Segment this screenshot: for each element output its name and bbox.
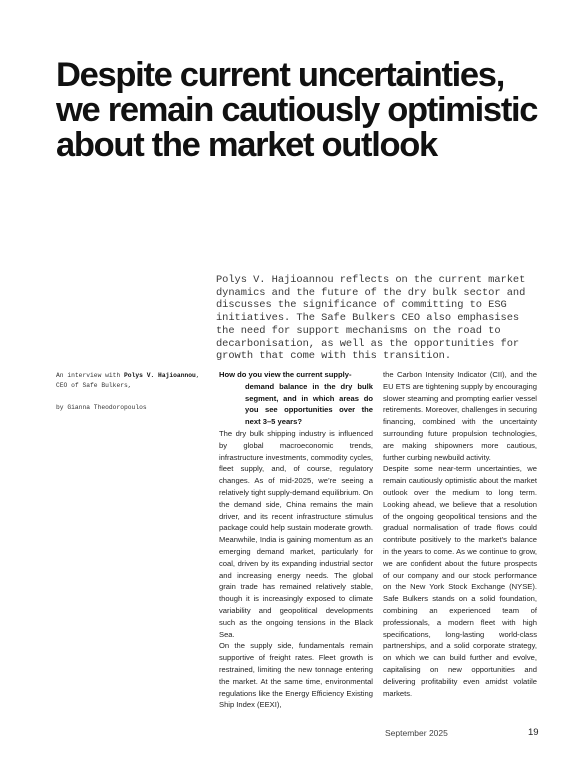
answer-paragraph-1: The dry bulk shipping industry is influenced by global macroeconomic trends, infrastructure investments, commodity cycles, fleet supply, and, of course, regulatory changes. As of mid-2025, we’re seeing a relatively tight supply-demand equilibrium. On the demand side, China remains the main driver, and its recent infrastructure stimulus package could help sustain moderate growth. Meanwhile, India is gaining momentum as an emerging demand market, particularly for coal, driven by its expanding industrial sector and increasing energy needs. The global grain trade has remained relatively stable, though it is increasingly exposed to climate variability and geopolitical developments such as the ongoing tensions in the Black Sea.: [219, 428, 373, 639]
question-rest: demand balance in the dry bulk segment, and in which areas do you see opportunities over the next 3–5 years?: [245, 381, 373, 427]
page-number: 19: [528, 727, 539, 738]
article-title: Despite current uncertainties, we remain cautiously optimistic about the market outlook: [56, 56, 538, 164]
byline: [56, 371, 206, 413]
text-column-1: [219, 369, 373, 711]
byline-interview: [56, 371, 206, 390]
answer-paragraph-4: Despite some near-term uncertainties, we remain cautiously optimistic about the market outlook over the medium to long term. Looking ahead, we believe that a resolution of the ongoing geopolitical tensions and the gradual normalisation of trade flows could contribute positively to the market’s balance in the years to come. As we continue to grow, we are confident about the future prospects of our company and our stock performance on the New York Stock Exchange (NYSE). Safe Bulkers stands on a solid foundation, combining an experienced team of professionals, a modern fleet with high specifications, long-lasting world-class partnerships, and a solid corporate strategy, on which we can build further and evolve, capitalising on new opportunities and delivering profitability even amidst volatile markets.: [383, 464, 537, 698]
interviewee-name: Polys V. Hajioannou: [124, 372, 196, 379]
interviewee-role: , CEO of Safe Bulkers,: [56, 372, 200, 389]
question-first-line: How do you view the current supply-: [219, 370, 352, 379]
interview-question: [219, 369, 373, 428]
byline-author: by Gianna Theodoropoulos: [56, 404, 147, 411]
text-column-2: [383, 369, 537, 699]
answer-paragraph-3: the Carbon Intensity Indicator (CII), and the EU ETS are tightening supply by encouraging slower steaming and prompting earlier vessel retirements. Moreover, challenges in securing financing, combined with the uncertainty surrounding future propulsion technologies, are making shipowners more cautious, further curbing newbuild activity.: [383, 370, 537, 462]
answer-paragraph-2: On the supply side, fundamentals remain supportive of freight rates. Fleet growth is restrained, limiting the new tonnage entering the market. At the same time, environmental regulations like the Energy Efficiency Existing Ship Index (EEXI),: [219, 641, 373, 710]
article-lead: Polys V. Hajioannou reflects on the current market dynamics and the future of the dry bulk sector and discusses the significance of committing to ESG initiatives. The Safe Bulkers CEO also emphasises the need for support mechanisms on the road to decarbonisation, as well as the opportunities for growth that come with this transition.: [216, 274, 526, 363]
issue-date: September 2025: [385, 728, 448, 738]
byline-intro: An interview with: [56, 372, 121, 379]
